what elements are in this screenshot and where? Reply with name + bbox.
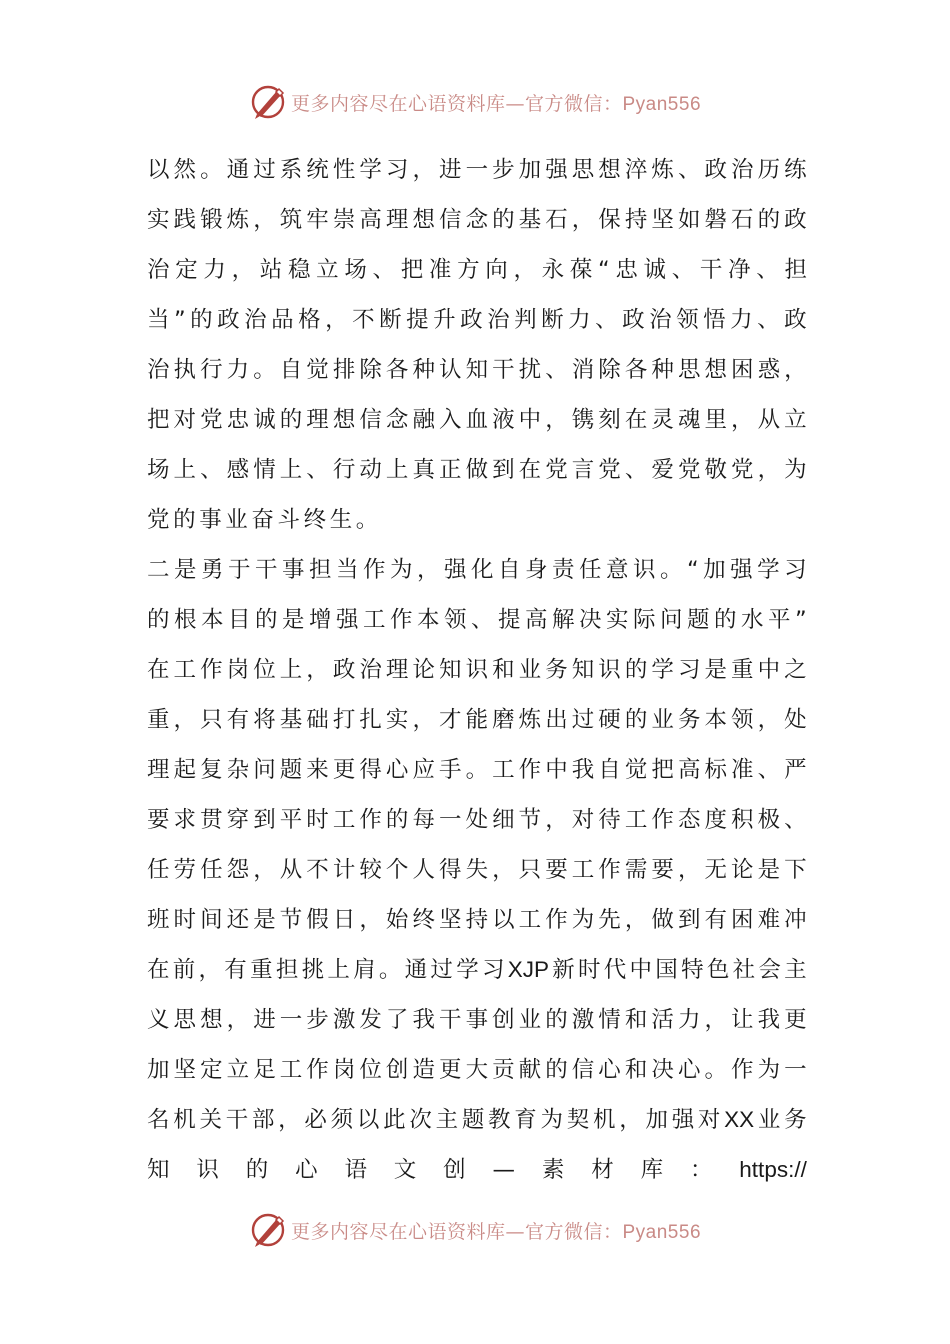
text-line: 把 对 党 忠 诚 的 理 想 信 念 融 入 血 液 中 ， 镌 刻 在 灵 魂 里 ， 从 立 (147, 407, 807, 433)
footer-banner-id: Pyan556 (622, 1221, 702, 1243)
text-line: 治 执 行 力 。 自 觉 排 除 各 种 认 知 干 扰 、 消 除 各 种 思 想 困 惑 ， (147, 357, 807, 383)
footer-banner-text: 更多内容尽在心语资料库—官方微信：Pyan556 (290, 1220, 702, 1243)
text-line: 党的事业奋斗终生。 (147, 507, 382, 533)
header-banner-text: 更多内容尽在心语资料库—官方微信：Pyan556 (290, 92, 702, 115)
text-line: 实 践 锻 炼 ， 筑 牢 崇 高 理 想 信 念 的 基 石 ， 保 持 坚 如 磐 石 的 政 (147, 207, 807, 233)
text-line: 加 坚 定 立 足 工 作 岗 位 创 造 更 大 贡 献 的 信 心 和 决 心 。 作 为 一 (147, 1057, 807, 1083)
text-line: 在 工 作 岗 位 上 ， 政 治 理 论 知 识 和 业 务 知 识 的 学 习 是 重 中 之 (147, 657, 807, 683)
pen-logo-icon (249, 1211, 287, 1249)
text-line: 当 ” 的 政 治 品 格 ， 不 断 提 升 政 治 判 断 力 、 政 治 领 悟 力 、 政 (147, 307, 807, 333)
text-line: 理 起 复 杂 问 题 来 更 得 心 应 手 。 工 作 中 我 自 觉 把 高 标 准 、 严 (147, 757, 807, 783)
footer-banner (0, 1210, 950, 1250)
text-line: 重 ， 只 有 将 基 础 打 扎 实 ， 才 能 磨 炼 出 过 硬 的 业 务 本 领 ， 处 (147, 707, 807, 733)
text-line: 以 然 。 通 过 系 统 性 学 习 ， 进 一 步 加 强 思 想 淬 炼 、 政 治 历 练 (147, 157, 807, 183)
header-banner-id: Pyan556 (622, 93, 702, 115)
text-line: 治 定 力 ， 站 稳 立 场 、 把 准 方 向 ， 永 葆 “ 忠 诚 、 干 净 、 担 (147, 257, 807, 283)
text-line: 义 思 想 ， 进 一 步 激 发 了 我 干 事 创 业 的 激 情 和 活 力 ， 让 我 更 (147, 1007, 807, 1033)
text-line: 在 前 ， 有 重 担 挑 上 肩 。 通 过 学 习 XJP 新 时 代 中 国 特 色 社 会 主 (147, 957, 807, 983)
text-line: 班 时 间 还 是 节 假 日 ， 始 终 坚 持 以 工 作 为 先 ， 做 到 有 困 难 冲 (147, 907, 807, 933)
text-line: 场 上 、 感 情 上 、 行 动 上 真 正 做 到 在 党 言 党 、 爱 党 敬 党 ， 为 (147, 457, 807, 483)
text-line: 要 求 贯 穿 到 平 时 工 作 的 每 一 处 细 节 ， 对 待 工 作 态 度 积 极 、 (147, 807, 807, 833)
pen-logo-icon (249, 83, 287, 121)
text-line: 二 是 勇 于 干 事 担 当 作 为 ， 强 化 自 身 责 任 意 识 。 “ 加 强 学 习 (147, 557, 807, 583)
text-line: 名 机 关 干 部 ， 必 须 以 此 次 主 题 教 育 为 契 机 ， 加 强 对 XX 业 务 (147, 1107, 807, 1133)
header-banner (0, 82, 950, 122)
document-body (147, 145, 807, 1195)
text-line: 任 劳 任 怨 ， 从 不 计 较 个 人 得 失 ， 只 要 工 作 需 要 ， 无 论 是 下 (147, 857, 807, 883)
text-line: 的 根 本 目 的 是 增 强 工 作 本 领 、 提 高 解 决 实 际 问 题 的 水 平 ” (147, 607, 807, 633)
text-line: 知 识 的 心 语 文 创 — 素 材 库 ： https:// (147, 1157, 807, 1183)
